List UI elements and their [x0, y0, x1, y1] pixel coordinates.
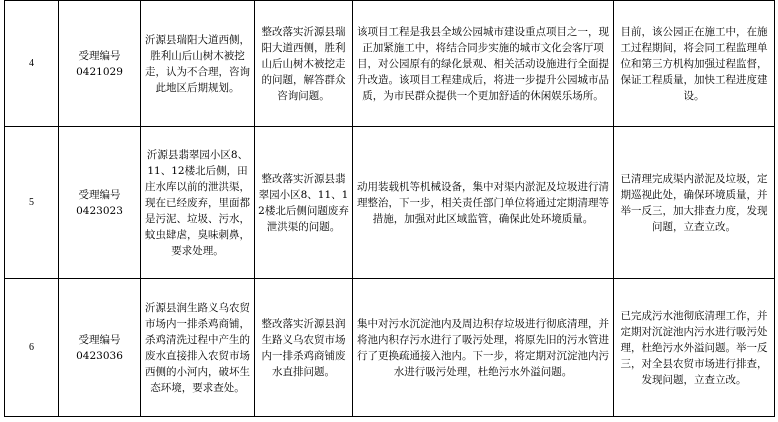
acceptance-code: [59, 279, 141, 417]
rectification-table: [4, 0, 775, 417]
acceptance-code: [59, 127, 141, 279]
code-value: 0423036: [76, 349, 123, 362]
code-label: 受理编号: [78, 188, 121, 201]
progress-cell: 已完成污水池彻底清理工作，并定期对沉淀池内污水进行吸污处理，杜绝污水外溢问题。举一反三，对全县农贸市场进行排查，发现问题，立查立改。: [614, 279, 775, 417]
measure-cell: 动用装载机等机械设备，集中对渠内淤泥及垃圾进行清理整治，下一步，相关责任部门单位将通过定期清理等措施，加强对此区域监管，确保此处环境质量。: [353, 127, 614, 279]
code-label: 受理编号: [78, 49, 121, 62]
code-value: 0423023: [76, 204, 123, 217]
complaint-cell: 沂源县润生路义乌农贸市场内一排杀鸡商铺，杀鸡清洗过程中产生的废水直接排入农贸市场西侧的小河内，破坏生态环境，要求查处。: [141, 279, 255, 417]
table-row: [5, 1, 775, 127]
acceptance-code: [59, 1, 141, 127]
measure-cell: 该项目工程是我县全域公园城市建设重点项目之一，现正加紧施工中，将结合同步实施的城市文化会客厅项目，对公园原有的绿化景观、相关活动设施进行全面提升改造。该项目工程建成后，将进一步提升公园城市品质，为市民群众提供一个更加舒适的休闲娱乐场所。: [353, 1, 614, 127]
task-cell: 整改落实沂源县瑞阳大道西侧，胜利山后山树木被挖走的问题，解答群众咨询问题。: [255, 1, 353, 127]
progress-cell: 目前，该公园正在施工中，在施工过程期间，将会同工程监理单位和第三方机构加强过程监督，保证工程质量，加快工程进度建设。: [614, 1, 775, 127]
complaint-cell: 沂源县瑞阳大道西侧，胜利山后山树木被挖走，认为不合理，咨询此地区后期规划。: [141, 1, 255, 127]
code-label: 受理编号: [78, 333, 121, 346]
task-cell: 整改落实沂源县翡翠园小区8、11、12楼北后侧问题废弃泄洪渠的问题。: [255, 127, 353, 279]
row-number: 6: [5, 279, 59, 417]
code-value: 0421029: [76, 65, 123, 78]
table-row: [5, 279, 775, 417]
measure-cell: 集中对污水沉淀池内及周边积存垃圾进行彻底清理，并将池内积存污水进行了吸污处理，将原先旧的污水管进行了更换疏通接入池内。下一步，将定期对沉淀池内污水进行吸污处理，杜绝污水外溢问题。: [353, 279, 614, 417]
row-number: 4: [5, 1, 59, 127]
complaint-cell: 沂源县翡翠园小区8、11、12楼北后侧，田庄水库以前的泄洪渠，现在已经废弃，里面都是污泥、垃圾、污水，蚊虫肆虐，臭味刺鼻，要求处理。: [141, 127, 255, 279]
table-row: [5, 127, 775, 279]
row-number: 5: [5, 127, 59, 279]
task-cell: 整改落实沂源县润生路义乌农贸市场内一排杀鸡商铺废水直排问题。: [255, 279, 353, 417]
progress-cell: 已清理完成渠内淤泥及垃圾，定期巡视此处，确保环境质量，并举一反三，加大排查力度，发现问题，立查立改。: [614, 127, 775, 279]
